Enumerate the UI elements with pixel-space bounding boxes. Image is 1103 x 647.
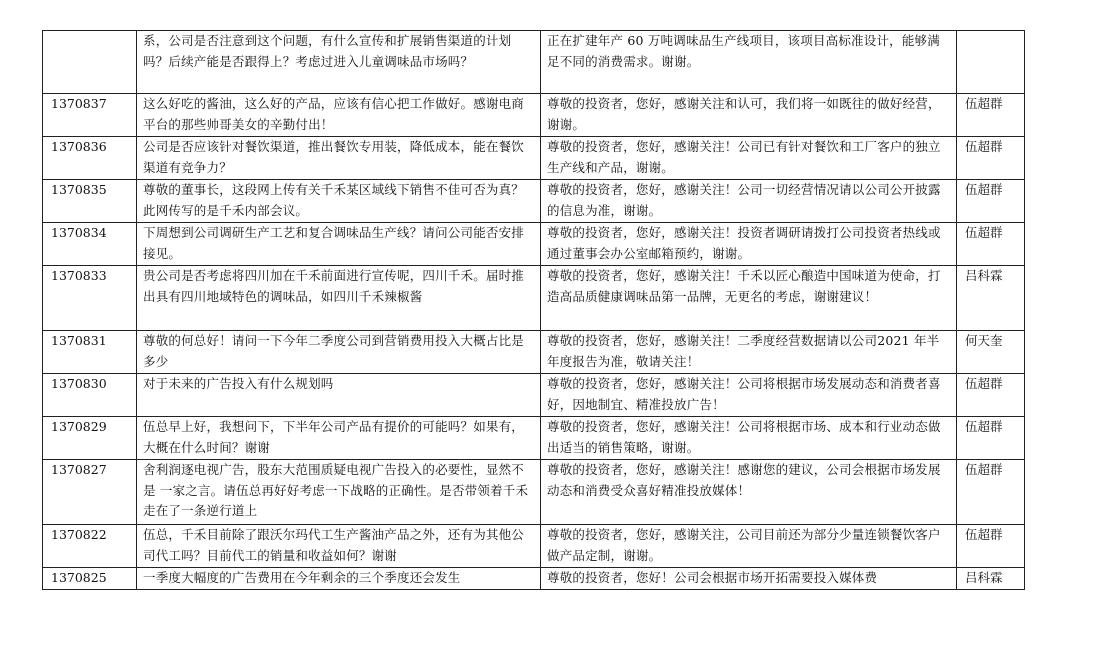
question-text: 伍总早上好，我想问下，下半年公司产品有提价的可能吗？如果有，大概在什么时间？谢谢 <box>137 417 541 460</box>
question-text: 系，公司是否注意到这个问题，有什么宣传和扩展销售渠道的计划吗？后续产能是否跟得上？考虑过进入儿童调味品市场吗？ <box>137 31 541 94</box>
question-id: 1370830 <box>43 374 137 417</box>
responder-name: 吕科霖 <box>957 568 1025 590</box>
responder-name: 伍超群 <box>957 180 1025 223</box>
question-text: 舍利润逐电视广告，股东大范围质疑电视广告投入的必要性，显然不是 一家之言。请伍总再好好考虑一下战略的正确性。是否带领着千禾走在了一条逆行道上 <box>137 460 541 525</box>
answer-text: 尊敬的投资者，您好！公司会根据市场开拓需要投入媒体费 <box>541 568 957 590</box>
answer-text: 尊敬的投资者，您好，感谢关注！投资者调研请拨打公司投资者热线或通过董事会办公室邮箱预约，谢谢。 <box>541 223 957 266</box>
answer-text: 正在扩建年产 60 万吨调味品生产线项目，该项目高标准设计，能够满足不同的消费需求。谢谢。 <box>541 31 957 94</box>
responder-name: 伍超群 <box>957 94 1025 137</box>
question-text: 一季度大幅度的广告费用在今年剩余的三个季度还会发生 <box>137 568 541 590</box>
answer-text: 尊敬的投资者，您好，感谢关注！公司已有针对餐饮和工厂客户的独立生产线和产品，谢谢。 <box>541 137 957 180</box>
responder-name: 伍超群 <box>957 374 1025 417</box>
table-row <box>43 94 1025 137</box>
question-id: 1370837 <box>43 94 137 137</box>
answer-text: 尊敬的投资者，您好，感谢关注和认可，我们将一如既往的做好经营，谢谢。 <box>541 94 957 137</box>
question-id: 1370827 <box>43 460 137 525</box>
question-id: 1370833 <box>43 266 137 331</box>
answer-text: 尊敬的投资者，您好，感谢关注！感谢您的建议，公司会根据市场发展动态和消费受众喜好精准投放媒体！ <box>541 460 957 525</box>
table-row <box>43 374 1025 417</box>
answer-text: 尊敬的投资者，您好，感谢关注！公司将根据市场、成本和行业动态做出适当的销售策略，谢谢。 <box>541 417 957 460</box>
responder-name: 伍超群 <box>957 223 1025 266</box>
table-row <box>43 31 1025 94</box>
responder-name: 伍超群 <box>957 417 1025 460</box>
question-text: 下周想到公司调研生产工艺和复合调味品生产线？请问公司能否安排接见。 <box>137 223 541 266</box>
question-text: 这么好吃的酱油，这么好的产品，应该有信心把工作做好。感谢电商平台的那些帅哥美女的辛勤付出！ <box>137 94 541 137</box>
table-row <box>43 568 1025 590</box>
responder-name <box>957 31 1025 94</box>
table-row <box>43 331 1025 374</box>
responder-name: 伍超群 <box>957 525 1025 568</box>
table-row <box>43 417 1025 460</box>
question-id: 1370822 <box>43 525 137 568</box>
question-text: 尊敬的何总好！请问一下今年二季度公司到营销费用投入大概占比是多少 <box>137 331 541 374</box>
table-row <box>43 525 1025 568</box>
responder-name: 伍超群 <box>957 137 1025 180</box>
table-row <box>43 180 1025 223</box>
table-row <box>43 460 1025 525</box>
qa-table <box>42 30 1025 590</box>
answer-text: 尊敬的投资者，您好，感谢关注，公司目前还为部分少量连锁餐饮客户做产品定制，谢谢。 <box>541 525 957 568</box>
question-text: 贵公司是否考虑将四川加在千禾前面进行宣传呢，四川千禾。届时推出具有四川地域特色的调味品，如四川千禾辣椒酱 <box>137 266 541 331</box>
question-id: 1370835 <box>43 180 137 223</box>
responder-name: 何天奎 <box>957 331 1025 374</box>
question-id: 1370829 <box>43 417 137 460</box>
answer-text: 尊敬的投资者，您好，感谢关注！公司一切经营情况请以公司公开披露的信息为准，谢谢。 <box>541 180 957 223</box>
responder-name: 伍超群 <box>957 460 1025 525</box>
responder-name: 吕科霖 <box>957 266 1025 331</box>
question-text: 尊敬的董事长，这段网上传有关千禾某区域线下销售不佳可否为真？此网传写的是千禾内部会议。 <box>137 180 541 223</box>
answer-text: 尊敬的投资者，您好，感谢关注！二季度经营数据请以公司2021 年半年度报告为准，敬请关注！ <box>541 331 957 374</box>
question-text: 公司是否应该针对餐饮渠道，推出餐饮专用装，降低成本，能在餐饮渠道有竞争力？ <box>137 137 541 180</box>
question-id: 1370834 <box>43 223 137 266</box>
table-row <box>43 137 1025 180</box>
table-row <box>43 223 1025 266</box>
answer-text: 尊敬的投资者，您好，感谢关注！千禾以匠心酿造中国味道为使命，打造高品质健康调味品第一品牌，无更名的考虑，谢谢建议！ <box>541 266 957 331</box>
question-id: 1370831 <box>43 331 137 374</box>
question-id: 1370825 <box>43 568 137 590</box>
table-row <box>43 266 1025 331</box>
question-text: 对于未来的广告投入有什么规划吗 <box>137 374 541 417</box>
question-id: 1370836 <box>43 137 137 180</box>
answer-text: 尊敬的投资者，您好，感谢关注！公司将根据市场发展动态和消费者喜好，因地制宜、精准投放广告！ <box>541 374 957 417</box>
question-text: 伍总，千禾目前除了跟沃尔玛代工生产酱油产品之外，还有为其他公司代工吗？目前代工的销量和收益如何？谢谢 <box>137 525 541 568</box>
question-id <box>43 31 137 94</box>
